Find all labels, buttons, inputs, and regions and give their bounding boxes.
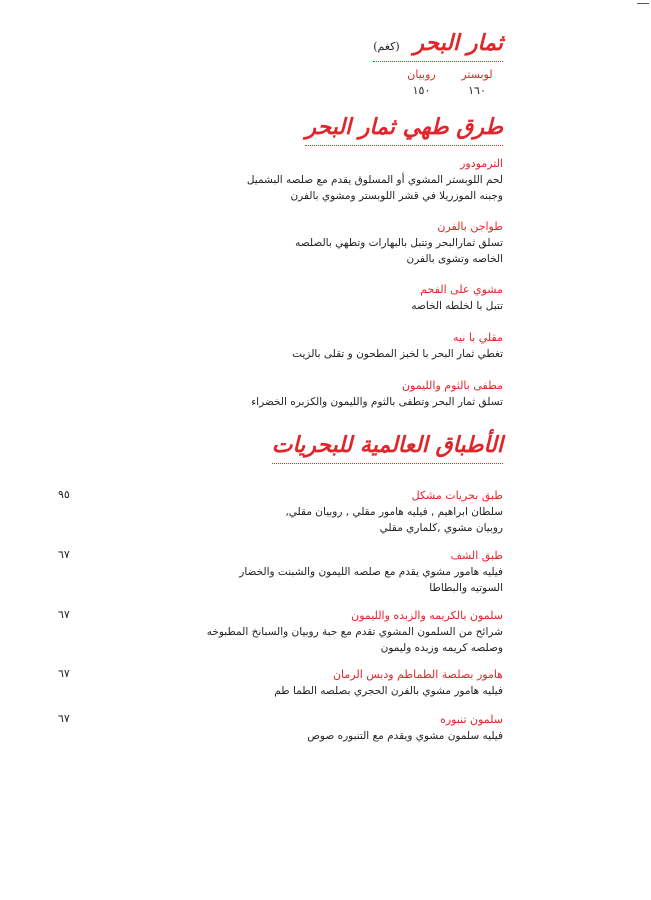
- item-desc: لحم اللوبستر المشوي أو المسلوق يقدم مع صلصه البشميل: [246, 174, 503, 186]
- item-name: مقلي با نيه: [453, 331, 503, 344]
- unit-label: (كغم): [373, 40, 400, 53]
- item-desc: شرائح من السلمون المشوي تقدم مع حبة روبيان والسبانخ المطبوخه: [206, 626, 503, 638]
- list-item: [295, 219, 503, 267]
- section-title-international: الأطباق العالمية للبحريات: [272, 432, 503, 458]
- item-desc: تتبل با لخلطه الخاصه: [411, 300, 503, 312]
- list-item: [307, 712, 503, 744]
- item-price: ٦٧: [58, 667, 70, 680]
- item-name: هامور بصلصة الطماطم ودبس الرمان: [332, 668, 503, 681]
- corner-mark: [637, 3, 649, 4]
- list-item: [285, 488, 503, 536]
- list-item: [251, 378, 503, 410]
- shrimp-label: روبيان: [407, 68, 436, 81]
- item-desc: روبيان مشوي ,كلماري مقلي: [379, 522, 503, 534]
- section-title-cooking-methods: طرق طهي ثمار البحر: [305, 114, 503, 140]
- item-name: مشوي على الفحم: [420, 283, 503, 296]
- item-desc: فيليه هامور مشوي بالفرن الحجري بصلصه الطما طم: [274, 685, 503, 697]
- item-desc: السوتيه والبطاطا: [429, 582, 503, 594]
- item-name: طواجن بالفرن: [437, 220, 503, 233]
- list-item: [411, 282, 503, 314]
- list-item: [292, 330, 503, 362]
- item-name: مطفى بالثوم والليمون: [401, 379, 503, 392]
- item-name: الترمودور: [460, 157, 503, 170]
- seafood-title-text: ثمار البحر: [413, 30, 503, 56]
- lobster-price: ١٦٠: [468, 84, 486, 97]
- item-desc: تغطي ثمار البحر با لخبز المطحون و تقلى بالزيت: [292, 348, 503, 360]
- item-price: ٦٧: [58, 548, 70, 561]
- shrimp-price: ١٥٠: [412, 84, 431, 97]
- item-name: طبق بحريات مشكل: [411, 489, 503, 502]
- item-price: ٦٧: [58, 712, 70, 725]
- item-desc: فيليه سلمون مشوي ويقدم مع التنبوره صوص: [307, 730, 503, 742]
- item-name: سلمون تنبوره: [440, 713, 503, 726]
- item-price: ٩٥: [58, 488, 70, 501]
- list-item: [274, 667, 503, 699]
- list-item: [247, 156, 503, 204]
- list-item: [207, 608, 503, 656]
- section-title-seafood: [373, 30, 503, 56]
- list-item: [239, 548, 503, 596]
- item-name: سلمون بالكريمه والزبده والليمون: [351, 609, 503, 622]
- item-desc: تسلق ثمار البحر وتطفى بالثوم والليمون والكزبره الخضراء: [251, 396, 503, 408]
- item-desc: فيليه هامور مشوي يقدم مع صلصه الليمون والشبنت والخضار: [239, 566, 503, 578]
- item-desc: وجبنه الموزريلا في قشر اللوبستر ومشوي بالفرن: [290, 190, 503, 202]
- item-price: ٦٧: [58, 608, 70, 621]
- price-labels-row: [396, 68, 504, 81]
- item-desc: وصلصه كريمه وزبده وليمون: [380, 642, 503, 654]
- item-name: طبق الشف: [450, 549, 503, 562]
- price-values-row: [396, 84, 504, 97]
- item-desc: سلطان ابراهيم , فيليه هامور مقلي , روبيان مقلي,: [285, 506, 503, 518]
- item-desc: الخاصه وتشوى بالفرن: [406, 253, 503, 265]
- lobster-label: لوبستر: [461, 68, 493, 81]
- item-desc: تسلق ثمارالبحر وتتبل بالبهارات وتطهي بالصلصه: [295, 237, 503, 249]
